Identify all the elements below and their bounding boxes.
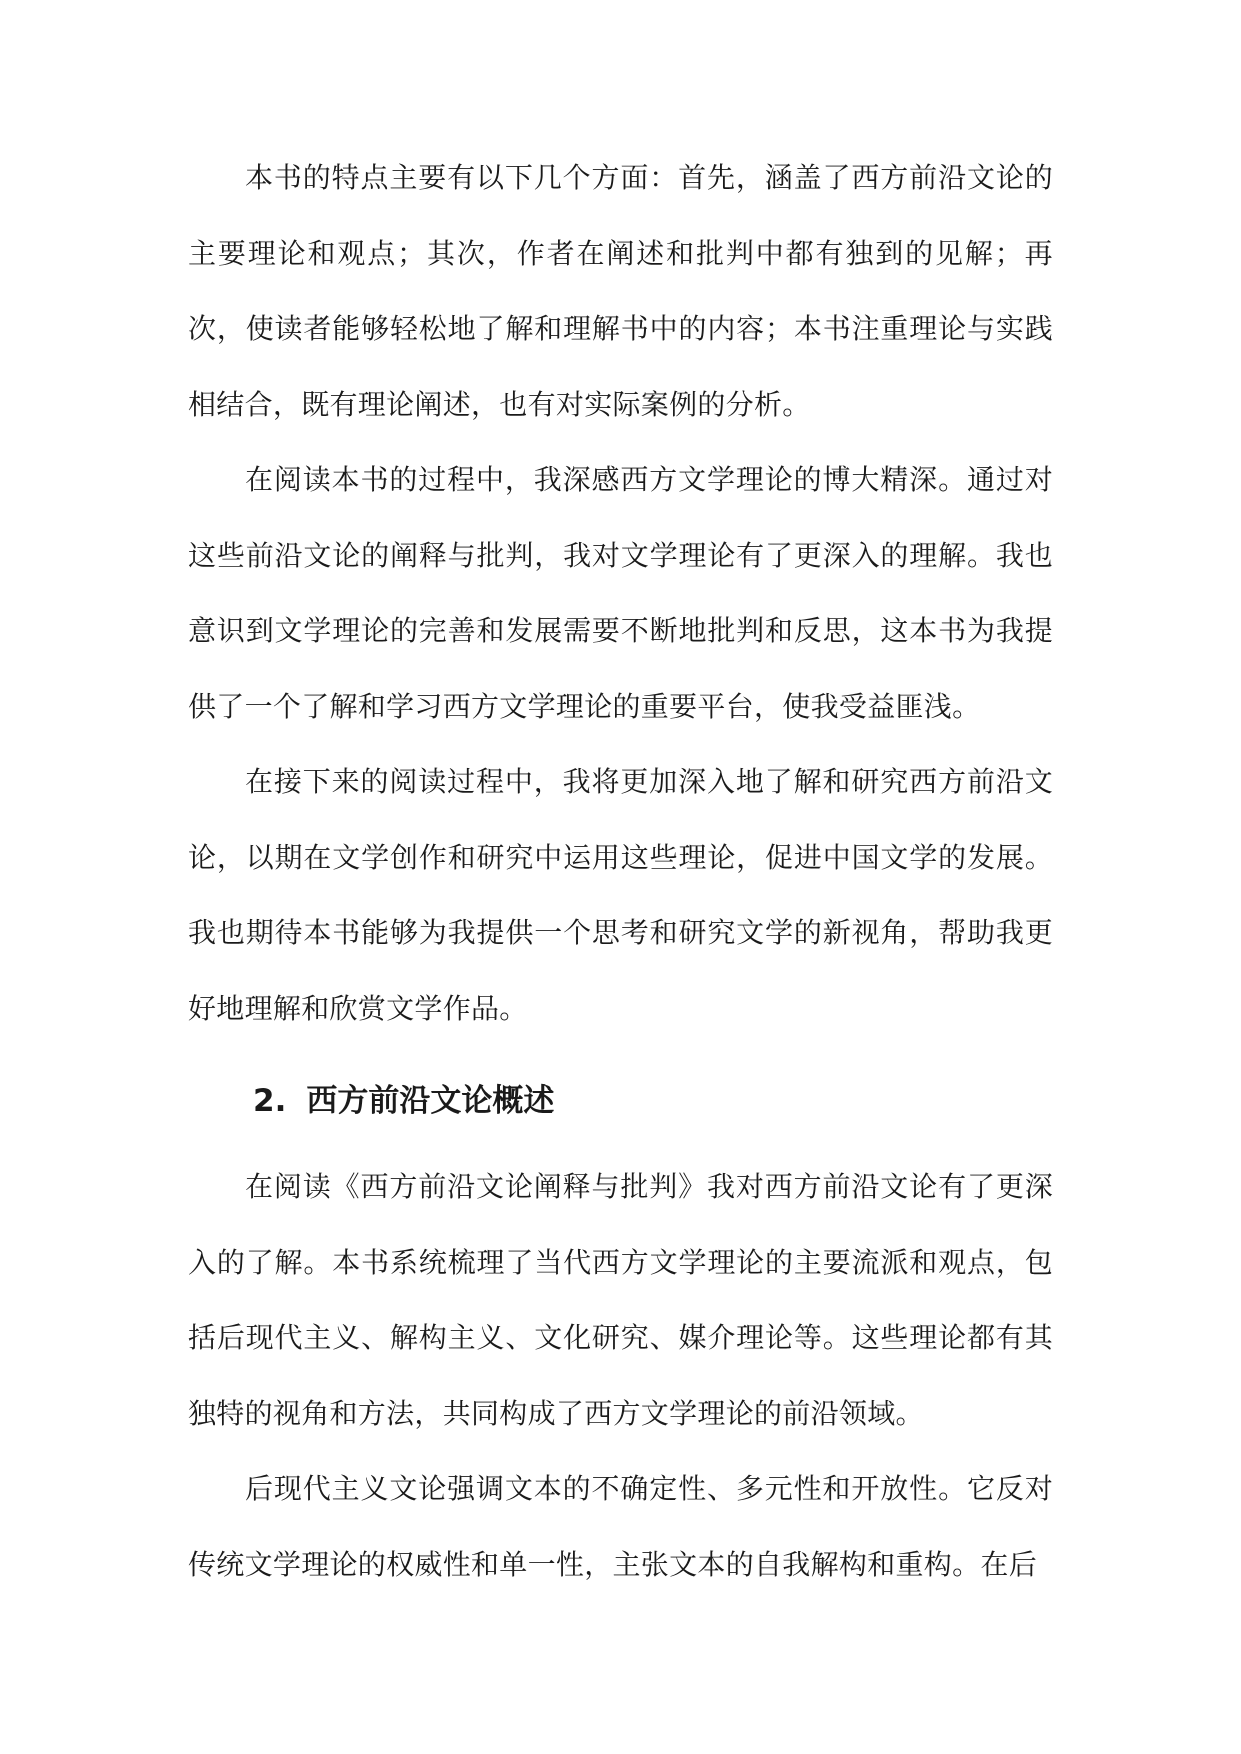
section-title: 西方前沿文论概述 xyxy=(306,1083,555,1119)
paragraph-reading-reflection: 在阅读本书的过程中，我深感西方文学理论的博大精深。通过对这些前沿文论的阐释与批判，我对文学理论有了更深入的理解。我也意识到文学理论的完善和发展需要不断地批判和反思，这本书为我提供了一个了解和学习西方文学理论的重要平台，使我受益匪浅。 xyxy=(188,463,1053,723)
document-body xyxy=(188,140,1053,1602)
paragraph-future-reading: 在接下来的阅读过程中，我将更加深入地了解和研究西方前沿文论，以期在文学创作和研究中运用这些理论，促进中国文学的发展。我也期待本书能够为我提供一个思考和研究文学的新视角，帮助我更好地理解和欣赏文学作品。 xyxy=(188,765,1053,1025)
section-number: 2. xyxy=(253,1083,287,1119)
section-heading xyxy=(253,1081,1053,1121)
paragraph-overview: 在阅读《西方前沿文论阐释与批判》我对西方前沿文论有了更深入的了解。本书系统梳理了当代西方文学理论的主要流派和观点，包括后现代主义、解构主义、文化研究、媒介理论等。这些理论都有其独特的视角和方法，共同构成了西方文学理论的前沿领域。 xyxy=(188,1170,1053,1430)
paragraph-postmodernism: 后现代主义文论强调文本的不确定性、多元性和开放性。它反对传统文学理论的权威性和单一性，主张文本的自我解构和重构。在后 xyxy=(188,1472,1053,1581)
paragraph-book-features: 本书的特点主要有以下几个方面：首先，涵盖了西方前沿文论的主要理论和观点；其次，作者在阐述和批判中都有独到的见解；再次，使读者能够轻松地了解和理解书中的内容；本书注重理论与实践相结合，既有理论阐述，也有对实际案例的分析。 xyxy=(188,161,1053,421)
